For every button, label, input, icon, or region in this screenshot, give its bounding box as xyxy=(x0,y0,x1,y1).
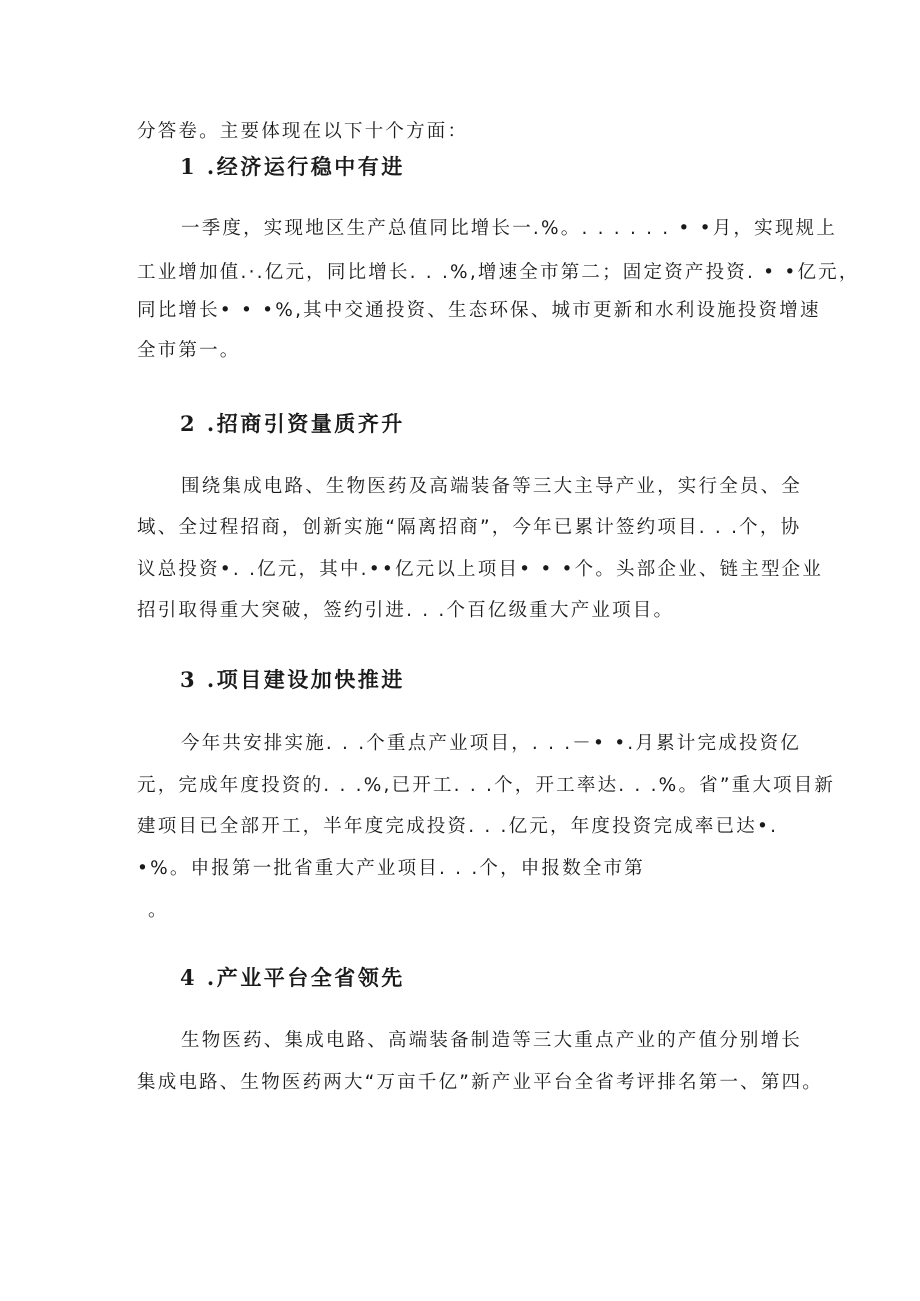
section-2-line-3: 议总投资•. .亿元，其中.••亿元以上项目• • •个。头部企业、链主型企业 xyxy=(137,559,824,580)
section-2-line-1: 围绕集成电路、生物医药及高端装备等三大主导产业，实行全员、全 xyxy=(181,476,803,497)
section-heading-1: 1 .经济运行稳中有进 xyxy=(180,154,405,179)
section-4-line-2: 集成电路、生物医药两大“万亩千亿”新产业平台全省考评排名第一、第四。 xyxy=(137,1072,823,1093)
section-3-line-2: 元，完成年度投资的. . .%,已开工. . .个，开工率达. . .%。省”重大项目新 xyxy=(137,775,836,796)
section-1-line-1: 一季度，实现地区生产总值同比增长一.%。. . . . . . • •月，实现规上 xyxy=(181,218,837,239)
section-3-line-1: 今年共安排实施. . .个重点产业项目，. . .－• •.月累计完成投资亿 xyxy=(181,733,801,754)
section-heading-4: 4 .产业平台全省领先 xyxy=(180,965,405,990)
section-3-line-3: 建项目已全部开工，半年度完成投资. . .亿元，年度投资完成率已达•. xyxy=(137,816,779,837)
section-1-line-2: 工业增加值.·.亿元，同比增长. . .%,增速全市第二；固定资产投资. • •亿元， xyxy=(137,262,860,283)
section-4-line-1: 生物医药、集成电路、高端装备制造等三大重点产业的产值分别增长 xyxy=(181,1030,803,1051)
intro-text: 分答卷。主要体现在以下十个方面： xyxy=(137,121,469,142)
section-heading-2: 2 .招商引资量质齐升 xyxy=(180,411,405,436)
section-3-line-5: 。 xyxy=(148,900,169,921)
section-2-line-2: 域、全过程招商，创新实施“隔离招商”，今年已累计签约项目. . .个，协 xyxy=(137,517,802,538)
section-1-line-3: 同比增长• • •%,其中交通投资、生态环保、城市更新和水利设施投资增速 xyxy=(137,300,821,321)
section-2-line-4: 招引取得重大突破，签约引进. . .个百亿级重大产业项目。 xyxy=(137,600,675,621)
section-heading-3: 3 .项目建设加快推进 xyxy=(180,667,405,692)
section-1-line-4: 全市第一。 xyxy=(137,340,241,361)
section-3-line-4: •%。申报第一批省重大产业项目. . .个，申报数全市第 xyxy=(137,858,645,879)
